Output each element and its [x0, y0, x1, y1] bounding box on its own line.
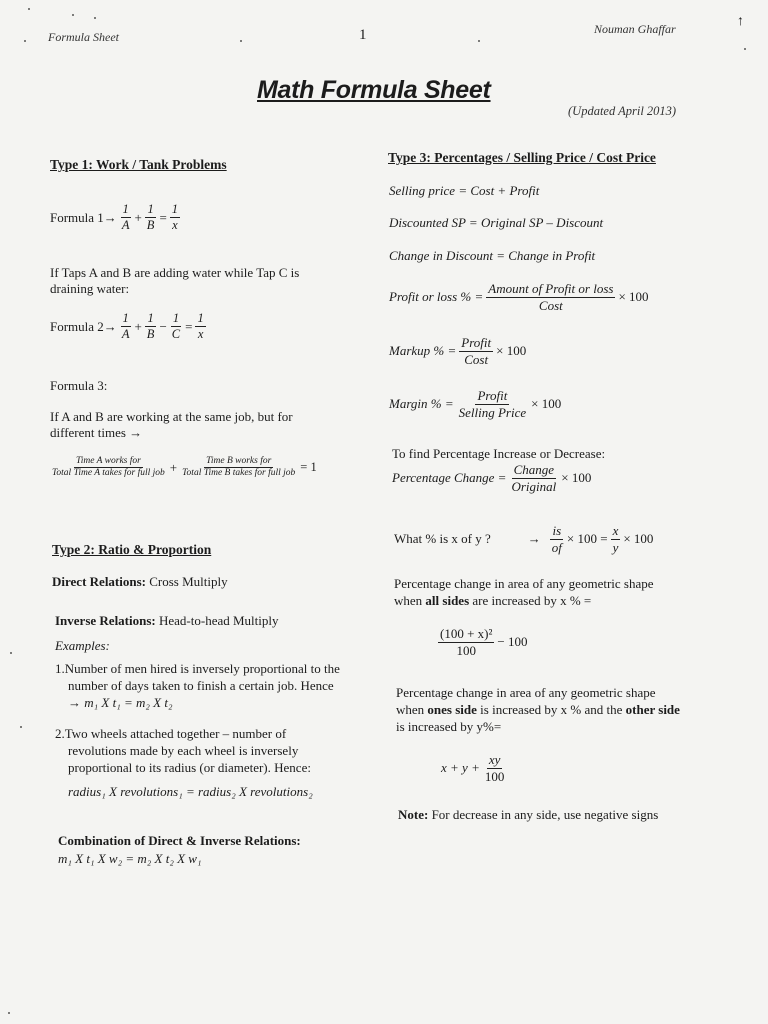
markup-times100: × 100 — [496, 343, 527, 359]
handwritten-mark-icon: ↑ — [737, 14, 744, 29]
example-1-line-1: 1.Number of men hired is inversely proportional to the — [55, 661, 340, 676]
percentage-change-frac: $\frac{\text{Change}}{\text{Original}}$ — [511, 462, 557, 494]
header-left: Formula Sheet — [48, 30, 119, 44]
f2-frac-b: $\frac{1}{B}$ — [146, 311, 155, 341]
taps-text-2: draining water: — [50, 281, 130, 296]
example-2-line-2: revolutions made by each wheel is inversely — [68, 743, 299, 758]
taps-text-1: If Taps A and B are adding water while Tap C is — [50, 265, 300, 280]
area-all-line-1: Percentage change in area of any geometric shape — [394, 576, 654, 591]
f2-plus: + — [134, 318, 142, 334]
formula-1-label: Formula 1→ — [50, 209, 117, 225]
example-1-line-2: number of days taken to finish a certain job. Hence — [68, 678, 334, 693]
f2-frac-a: $\frac{1}{A}$ — [121, 311, 130, 341]
f1-plus: + — [134, 209, 142, 225]
updated-date: (Updated April 2013) — [568, 104, 677, 118]
percentage-change-label: Percentage Change = — [392, 470, 507, 486]
f3-equals: = 1 — [300, 460, 317, 475]
profit-loss-times100: × 100 — [618, 289, 649, 305]
scan-speck — [8, 1012, 10, 1014]
f2-frac-c: $\frac{1}{C}$ — [171, 311, 181, 341]
example-2-line-3: proportional to its radius (or diameter). Hence: — [68, 760, 311, 775]
formula-3-label: Formula 3: — [50, 378, 108, 393]
area-one-line-1: Percentage change in area of any geometric shape — [396, 685, 656, 700]
area-all-when: when — [394, 593, 423, 608]
inverse-relations-label: Inverse Relations: — [55, 613, 156, 628]
selling-price-formula: Selling price = Cost + Profit — [389, 183, 540, 198]
area-one-line-2 — [396, 702, 680, 718]
page-number: 1 — [359, 27, 367, 43]
author-name: Nouman Ghaffar — [594, 22, 676, 36]
formula-2-label: Formula 2→ — [50, 318, 117, 334]
scan-speck — [72, 14, 74, 16]
scan-speck — [24, 40, 26, 42]
area-one-formula — [441, 752, 506, 784]
markup-formula — [389, 335, 526, 367]
area-all-line-2 — [394, 593, 591, 609]
inverse-relations — [55, 613, 279, 629]
arrow-right-icon: → — [527, 531, 541, 547]
f3-plus: + — [169, 459, 178, 475]
type3-heading: Type 3: Percentages / Selling Price / Cost Price — [388, 150, 656, 165]
area-all-frac: $\frac{\text{(100 + x)²}}{100}$ — [440, 626, 493, 658]
note-label: Note: — [398, 807, 429, 822]
direct-relations — [52, 574, 228, 590]
scan-speck — [744, 48, 746, 50]
margin-frac: $\frac{\text{Profit}}{\text{Selling Price}}$ — [458, 388, 527, 420]
area-one-when: when — [396, 702, 425, 717]
markup-frac: $\frac{\text{Profit}}{\text{Cost}}$ — [461, 335, 492, 367]
page-title: Math Formula Sheet — [257, 76, 491, 104]
margin-times100: × 100 — [531, 396, 562, 412]
what-percent-times100-2: × 100 — [623, 531, 654, 547]
formula-3 — [50, 456, 317, 480]
f1-frac-b: $\frac{1}{B}$ — [146, 202, 155, 232]
f1-equals: = — [159, 209, 167, 225]
profit-loss-frac: $\frac{\text{Amount of Profit or loss}}{\text{Cost}}$ — [488, 281, 614, 313]
area-one-mid: is increased by x % and the — [480, 702, 623, 717]
formula-1 — [50, 202, 180, 233]
scan-speck — [478, 40, 480, 42]
markup-label: Markup % = — [389, 343, 457, 359]
margin-formula — [389, 388, 561, 420]
note — [398, 807, 658, 823]
profit-loss-formula — [389, 281, 649, 313]
area-all-formula — [438, 626, 527, 658]
scan-speck — [10, 652, 12, 654]
f1-frac-a: $\frac{1}{A}$ — [121, 202, 130, 232]
f3-frac-b: $\frac{\text{Time B works for}}{\text{Total Time B takes for full job}}$ — [182, 456, 296, 479]
percentage-change-formula — [392, 462, 591, 494]
change-in-discount-formula: Change in Discount = Change in Profit — [389, 248, 596, 263]
f1-frac-x: $\frac{1}{x}$ — [171, 202, 179, 232]
scan-speck — [94, 17, 96, 19]
area-one-line-3: is increased by y%= — [396, 719, 502, 734]
percentage-change-times100: × 100 — [561, 470, 592, 486]
formula-3-text-2: different times → — [50, 425, 143, 440]
type1-heading: Type 1: Work / Tank Problems — [50, 157, 227, 172]
note-text: For decrease in any side, use negative signs — [431, 807, 659, 822]
area-one-frac: $\frac{xy}{100}$ — [484, 752, 505, 784]
scan-speck — [240, 40, 242, 42]
area-one-lead: x + y + — [441, 760, 480, 776]
type2-heading: Type 2: Ratio & Proportion — [52, 542, 212, 557]
f2-equals: = — [185, 318, 193, 334]
margin-label: Margin % = — [389, 396, 454, 412]
area-all-minus100: − 100 — [497, 634, 528, 650]
profit-loss-label: Profit or loss % = — [389, 289, 484, 305]
percentage-increase-text: To find Percentage Increase or Decrease: — [392, 446, 606, 461]
f2-minus: − — [159, 318, 167, 334]
f2-frac-x: $\frac{1}{x}$ — [197, 311, 204, 341]
example-2-line-1: 2.Two wheels attached together – number of — [55, 726, 287, 741]
scan-speck — [20, 726, 22, 728]
examples-label: Examples: — [55, 638, 110, 653]
area-one-bold-2: other side — [625, 702, 680, 717]
what-percent-formula — [394, 523, 653, 555]
area-all-bold: all sides — [425, 593, 470, 608]
direct-relations-label: Direct Relations: — [52, 574, 146, 589]
discounted-sp-formula: Discounted SP = Original SP – Discount — [389, 215, 604, 230]
example-1-formula: → m₁ X t₁ = m₂ X t₂ — [68, 695, 173, 710]
example-2-formula: radius₁ X revolutions₁ = radius₂ X revolutions₂ — [68, 784, 313, 799]
scan-speck — [28, 8, 30, 10]
formula-2 — [50, 311, 206, 342]
x-y-frac: $\frac{x}{y}$ — [612, 523, 619, 555]
area-one-bold: ones side — [427, 702, 477, 717]
combination-formula: m₁ X t₁ X w₂ = m₂ X t₂ X w₁ — [58, 851, 202, 866]
is-of-frac: $\frac{is}{of}$ — [551, 523, 562, 555]
combination-label: Combination of Direct & Inverse Relations: — [58, 833, 301, 848]
direct-relations-text: Cross Multiply — [149, 574, 228, 589]
f3-frac-a: $\frac{\text{Time A works for}}{\text{Total Time A takes for full job}}$ — [52, 456, 165, 479]
area-all-rest: are increased by x % = — [472, 593, 592, 608]
inverse-relations-text: Head-to-head Multiply — [159, 613, 279, 628]
what-percent-text: What % is x of y ? — [394, 531, 491, 547]
formula-3-text-1: If A and B are working at the same job, but for — [50, 409, 293, 424]
what-percent-times100: × 100 = — [566, 531, 608, 547]
